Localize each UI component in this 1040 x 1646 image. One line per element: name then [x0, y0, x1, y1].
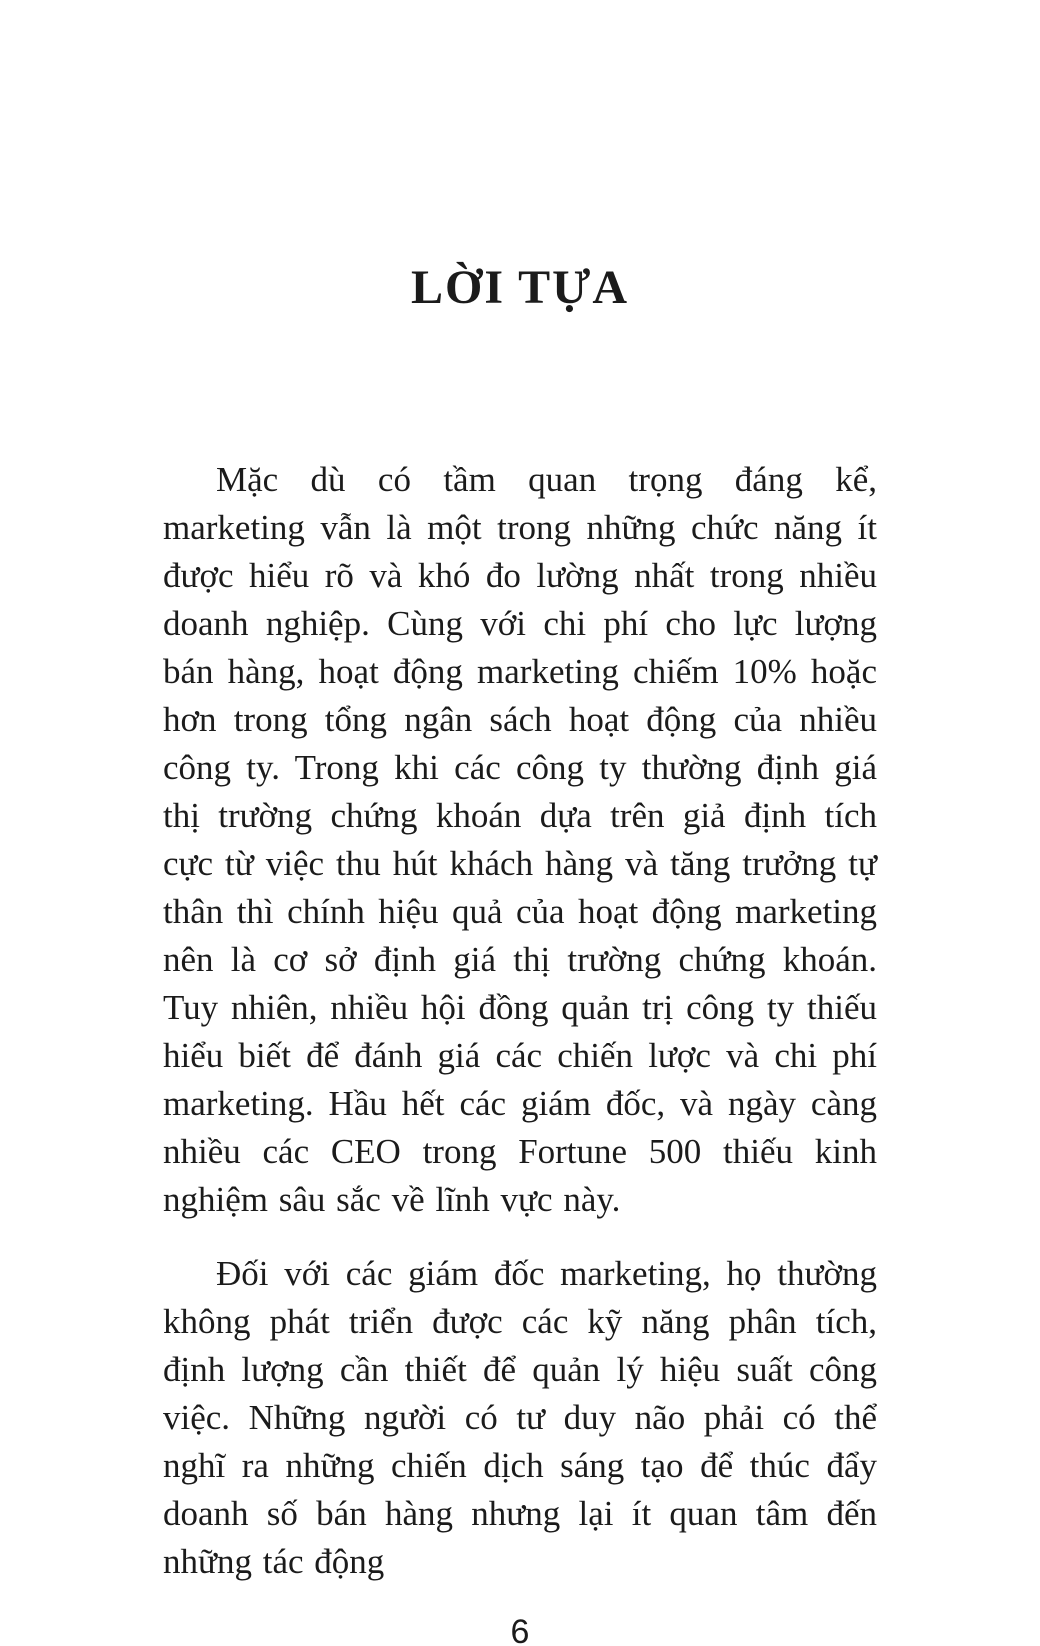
- page-title: LỜI TỰA: [410, 261, 630, 314]
- page-number: 6: [510, 1613, 530, 1646]
- paragraph: Mặc dù có tầm quan trọng đáng kể, marketing vẫn là một trong những chức năng ít được hiểu rõ và khó đo lường nhất trong nhiều doanh nghiệp. Cùng với chi phí cho lực lượng bán hàng, hoạt động marketing chiếm 10% hoặc hơn trong tổng ngân sách hoạt động của nhiều công ty. Trong khi các công ty thường định giá thị trường chứng khoán dựa trên giả định tích cực từ việc thu hút khách hàng và tăng trưởng tự thân thì chính hiệu quả của hoạt động marketing nên là cơ sở định giá thị trường chứng khoán. Tuy nhiên, nhiều hội đồng quản trị công ty thiếu hiểu biết để đánh giá các chiến lược và chi phí marketing. Hầu hết các giám đốc, và ngày càng nhiều các CEO trong Fortune 500 thiếu kinh nghiệm sâu sắc về lĩnh vực này.: [163, 460, 877, 1219]
- paragraph: Đối với các giám đốc marketing, họ thường không phát triển được các kỹ năng phân tích, định lượng cần thiết để quản lý hiệu suất công việc. Những người có tư duy não phải có thể nghĩ ra những chiến dịch sáng tạo để thúc đẩy doanh số bán hàng nhưng lại ít quan tâm đến những tác động: [163, 1254, 877, 1581]
- body-text-column: [163, 456, 877, 1586]
